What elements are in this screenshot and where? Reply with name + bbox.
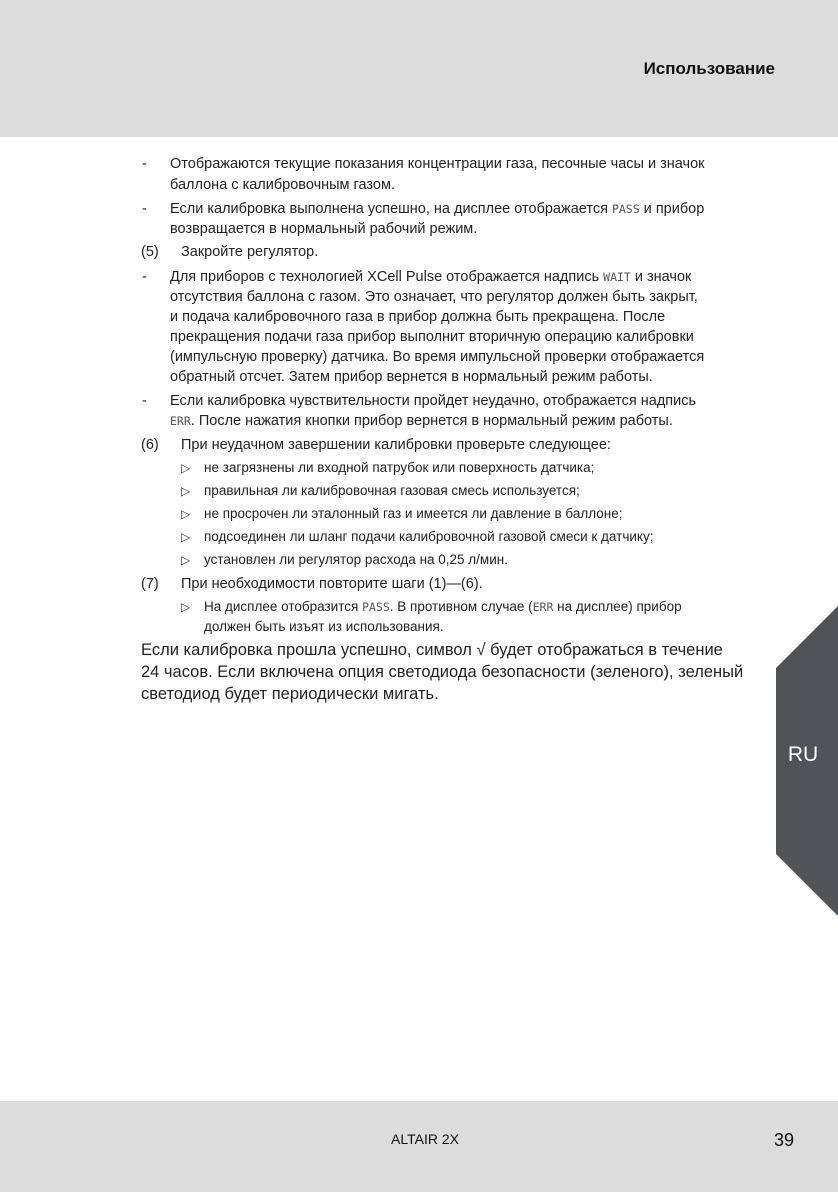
note-line: должен быть изъят из использования.	[204, 619, 444, 634]
text-line: Для приборов с технологией XCell Pulse отображается надпись WAIT и значок	[170, 269, 692, 285]
note-line: На дисплее отобразится PASS. В противном случае (ERR на дисплее) прибор	[204, 599, 682, 614]
page-footer	[0, 1101, 838, 1192]
dash-marker: -	[142, 393, 147, 409]
step-number: (6)	[141, 437, 159, 453]
check-item: правильная ли калибровочная газовая смесь используется;	[204, 483, 580, 498]
summary-line: светодиод будет периодически мигать.	[141, 685, 439, 703]
dash-marker: -	[142, 156, 147, 172]
triangle-bullet-icon: ▷	[181, 530, 191, 544]
section-title: Использование	[643, 59, 775, 78]
product-model: ALTAIR 2X	[391, 1131, 459, 1147]
summary-line: 24 часов. Если включена опция светодиода безопасности (зеленого), зеленый	[141, 663, 744, 681]
text-line: возвращается в нормальный рабочий режим.	[170, 221, 478, 237]
text-line: прекращения подачи газа прибор выполнит вторичную операцию калибровки	[170, 329, 694, 345]
triangle-bullet-icon: ▷	[181, 484, 191, 498]
language-tab	[776, 606, 838, 916]
step-text: При необходимости повторите шаги (1)—(6).	[181, 576, 483, 592]
text-line: Если калибровка выполнена успешно, на дисплее отображается PASS и прибор	[170, 201, 705, 217]
display-code: PASS	[611, 202, 640, 216]
display-code: ERR	[170, 414, 191, 428]
page-header	[0, 0, 838, 137]
triangle-bullet-icon: ▷	[181, 600, 191, 614]
display-code: WAIT	[603, 270, 631, 284]
display-code: PASS	[362, 600, 390, 614]
step-text: Закройте регулятор.	[181, 244, 319, 260]
text-line: обратный отсчет. Затем прибор вернется в нормальный режим работы.	[170, 369, 653, 385]
text-line: Если калибровка чувствительности пройдет неудачно, отображается надпись	[170, 393, 697, 409]
dash-marker: -	[142, 201, 147, 217]
check-item: не загрязнены ли входной патрубок или поверхность датчика;	[204, 460, 595, 475]
check-item: не просрочен ли эталонный газ и имеется ли давление в баллоне;	[204, 506, 623, 521]
page-number: 39	[773, 1130, 794, 1150]
check-item: подсоединен ли шланг подачи калибровочной газовой смеси к датчику;	[204, 529, 654, 544]
check-item: установлен ли регулятор расхода на 0,25 л/мин.	[204, 552, 508, 567]
display-code: ERR	[532, 600, 554, 614]
triangle-bullet-icon: ▷	[181, 461, 191, 475]
step-number: (7)	[141, 576, 159, 592]
step-text: При неудачном завершении калибровки проверьте следующее:	[181, 437, 611, 453]
summary-line: Если калибровка прошла успешно, символ √ будет отображаться в течение	[141, 641, 723, 659]
dash-marker: -	[142, 269, 147, 285]
text-line: Отображаются текущие показания концентрации газа, песочные часы и значок	[170, 156, 705, 172]
text-line: и подача калибровочного газа в прибор должна быть прекращена. После	[170, 309, 666, 325]
step-number: (5)	[141, 244, 159, 260]
triangle-bullet-icon: ▷	[181, 553, 191, 567]
language-label: RU	[787, 743, 819, 766]
text-line: баллона с калибровочным газом.	[170, 177, 395, 193]
text-line: (импульсную проверку) датчика. Во время импульсной проверки отображается	[170, 349, 705, 365]
text-line: ERR. После нажатия кнопки прибор вернется в нормальный режим работы.	[170, 413, 673, 429]
text-line: отсутствия баллона с газом. Это означает, что регулятор должен быть закрыт,	[170, 289, 698, 305]
triangle-bullet-icon: ▷	[181, 507, 191, 521]
